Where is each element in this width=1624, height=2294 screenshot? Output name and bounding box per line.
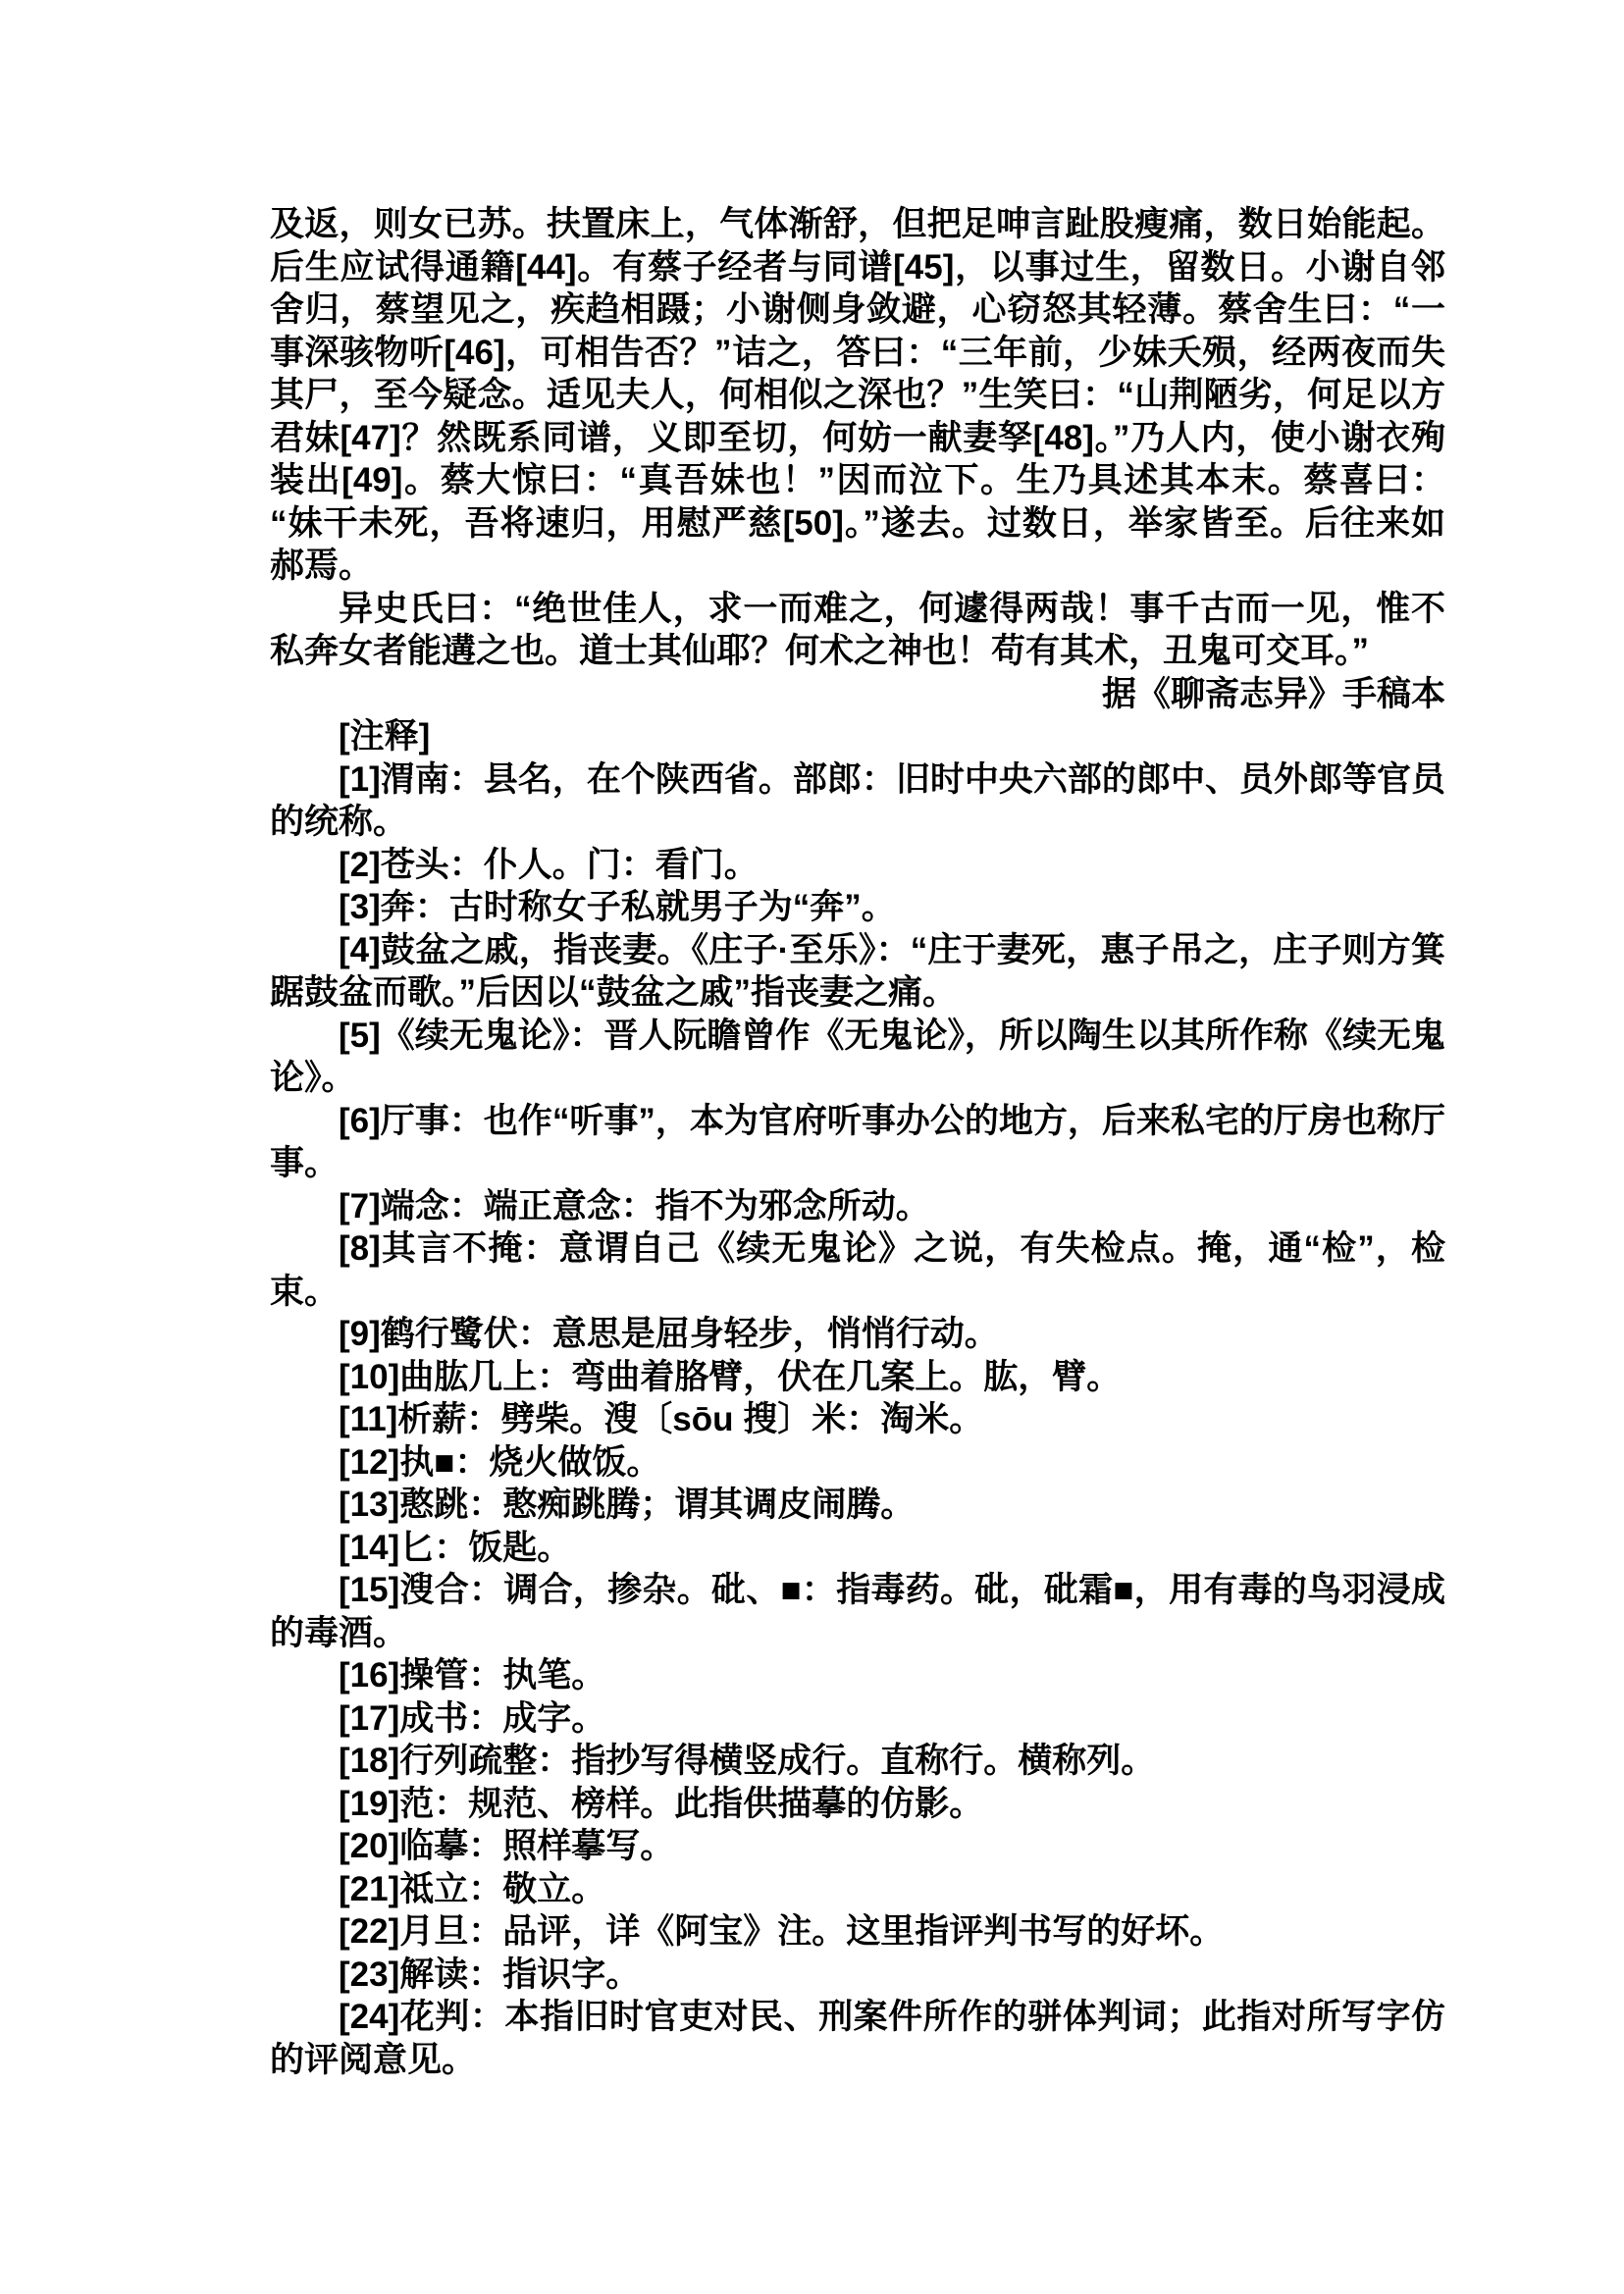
story-paragraph: 及返，则女已苏。扶置床上，气体渐舒，但把足呻言趾股瘦痛，数日始能起。后生应试得通籍[44]。有蔡子经者与同谱[45]，以事过生，留数日。小谢自邻舍归，蔡望见之，疾趋相蹑；小谢侧身敛避，心窃怒其轻薄。蔡舍生曰：“一事深骇物听[46]，可相告否？”诘之，答曰：“三年前，少妹夭殒，经两夜而失其尸，至今疑念。适见夫人，何相似之深也？”生笑曰：“山荆陋劣，何足以方君妹[47]？然既系同谱，义即至切，何妨一献妻孥[48]。”乃人内，使小谢衣殉装出[49]。蔡大惊曰：“真吾妹也！”因而泣下。生乃具述其本末。蔡喜曰：“妹干未死，吾将速归，用慰严慈[50]。”遂去。过数日，举家皆至。后往来如郝焉。 bbox=[270, 205, 1445, 585]
note-5: [5]《续无鬼论》：晋人阮瞻曾作《无鬼论》，所以陶生以其所作称《续无鬼论》。 bbox=[270, 1016, 1445, 1097]
note-10: [10]曲肱几上：弯曲着胳臂，伏在几案上。肱，臂。 bbox=[339, 1357, 1122, 1396]
note-11: [11]析薪：劈柴。溲〔sōu 搜〕米：淘米。 bbox=[339, 1400, 984, 1438]
note-12: [12]执■：烧火做饭。 bbox=[339, 1442, 661, 1482]
note-4: [4]鼓盆之戚，指丧妻。《庄子·至乐》：“庄于妻死，惠子吊之，庄子则方箕踞鼓盆而歌。”后因以“鼓盆之戚”指丧妻之痛。 bbox=[270, 930, 1445, 1012]
note-3: [3]奔：古时称女子私就男子为“奔”。 bbox=[339, 888, 896, 926]
note-13: [13]憨跳：憨痴跳腾；谓其调皮闹腾。 bbox=[339, 1486, 916, 1524]
note-1: [1]渭南：县名，在个陕西省。部郎：旧时中央六部的郎中、员外郎等官员的统称。 bbox=[270, 759, 1445, 841]
note-21: [21]祗立：敬立。 bbox=[339, 1869, 606, 1908]
note-16: [16]操管：执笔。 bbox=[339, 1656, 606, 1694]
notes-list bbox=[270, 758, 1445, 2082]
note-6: [6]厅事：也作“听事”，本为官府听事办公的地方，后来私宅的厅房也称厅事。 bbox=[270, 1101, 1445, 1182]
note-18: [18]行列疏整：指抄写得横竖成行。直称行。横称列。 bbox=[339, 1742, 1156, 1780]
source-attribution: 据《聊斋志异》手稿本 bbox=[1101, 674, 1445, 713]
note-22: [22]月旦：品评，详《阿宝》注。这里指评判书写的好坏。 bbox=[339, 1912, 1225, 1951]
note-14: [14]匕：饭匙。 bbox=[339, 1528, 572, 1567]
document-page bbox=[270, 203, 1445, 2081]
note-19: [19]范：规范、榜样。此指供描摹的仿影。 bbox=[339, 1784, 984, 1823]
narrator-comment: 异史氏曰：“绝世佳人，求一而难之，何遽得两哉！事千古而一见，惟不私奔女者能遘之也。道士其仙耶？何术之神也！苟有其术，丑鬼可交耳。” bbox=[270, 589, 1445, 670]
note-9: [9]鹤行鹭伏：意思是屈身轻步，悄悄行动。 bbox=[339, 1315, 999, 1353]
note-23: [23]解读：指识字。 bbox=[339, 1955, 641, 1994]
note-15: [15]溲合：调合，掺杂。砒、■：指毒药。砒，砒霜■，用有毒的鸟羽浸成的毒酒。 bbox=[270, 1571, 1445, 1652]
note-20: [20]临摹：照样摹写。 bbox=[339, 1827, 675, 1865]
note-24: [24]花判：本指旧时官吏对民、刑案件所作的骈体判词；此指对所写字仿的评阅意见。 bbox=[270, 1998, 1445, 2079]
note-17: [17]成书：成字。 bbox=[339, 1698, 606, 1738]
note-7: [7]端念：端正意念：指不为邪念所动。 bbox=[339, 1186, 930, 1225]
note-2: [2]苍头：仆人。门：看门。 bbox=[339, 845, 759, 884]
note-8: [8]其言不掩：意谓自己《续无鬼论》之说，有失检点。掩，通“检”，检束。 bbox=[270, 1229, 1445, 1311]
notes-header: [注释] bbox=[339, 717, 431, 756]
